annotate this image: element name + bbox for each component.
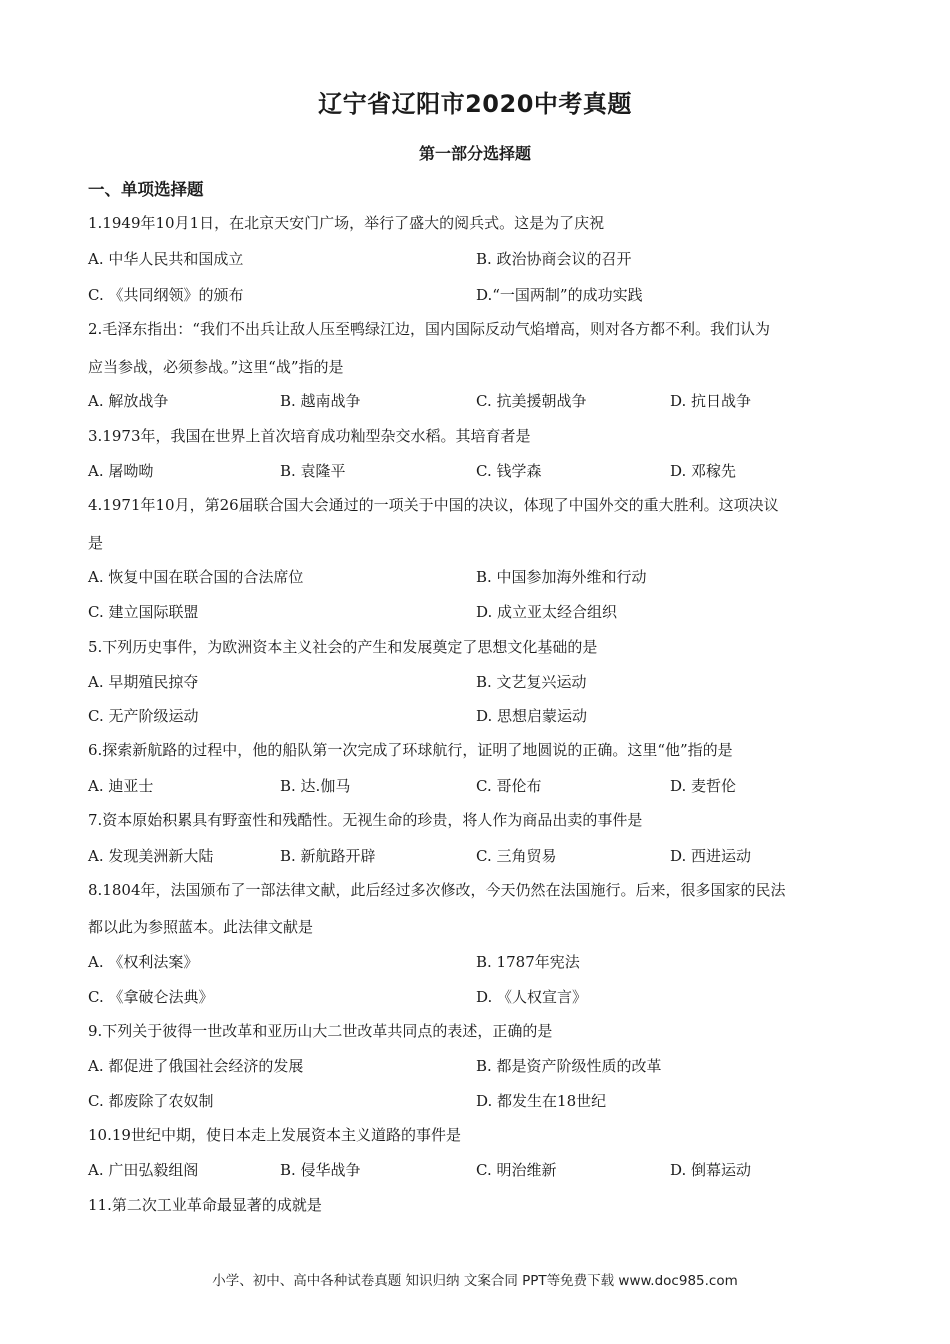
- option-b: B. 新航路开辟: [280, 847, 376, 865]
- option-d: D. 成立亚太经合组织: [476, 603, 618, 621]
- option-b: B. 文艺复兴运动: [476, 673, 587, 691]
- question-stem-continued: 应当参战，必须参战。”这里“战”指的是: [88, 358, 344, 376]
- option-a: A. 恢复中国在联合国的合法席位: [88, 568, 304, 586]
- option-b: B. 达.伽马: [280, 777, 351, 795]
- option-c: C. 建立国际联盟: [88, 603, 199, 621]
- question-stem: 7.资本原始积累具有野蛮性和残酷性。无视生命的珍贵，将人作为商品出卖的事件是: [88, 811, 643, 829]
- option-c: C. 三角贸易: [476, 847, 557, 865]
- page-title: 辽宁省辽阳市2020中考真题: [318, 90, 632, 118]
- question-stem-continued: 都以此为参照蓝本。此法律文献是: [88, 918, 314, 936]
- option-a: A. 广田弘毅组阁: [88, 1161, 199, 1179]
- question-stem: 10.19世纪中期，使日本走上发展资本主义道路的事件是: [88, 1126, 461, 1144]
- option-c: C. 《共同纲领》的颁布: [88, 286, 244, 304]
- option-b: B. 1787年宪法: [476, 953, 580, 971]
- option-b: B. 越南战争: [280, 392, 361, 410]
- option-d: D.“一国两制”的成功实践: [476, 286, 643, 304]
- option-d: D. 抗日战争: [670, 392, 752, 410]
- option-a: A. 屠呦呦: [88, 462, 154, 480]
- option-a: A. 解放战争: [88, 392, 169, 410]
- question-stem-continued: 是: [88, 534, 104, 552]
- option-b: B. 袁隆平: [280, 462, 346, 480]
- option-c: C. 钱学森: [476, 462, 542, 480]
- option-d: D. 都发生在18世纪: [476, 1092, 607, 1110]
- option-a: A. 发现美洲新大陆: [88, 847, 214, 865]
- section-heading: 一、单项选择题: [88, 180, 204, 199]
- option-d: D. 麦哲伦: [670, 777, 737, 795]
- option-d: D. 西进运动: [670, 847, 752, 865]
- option-c: C. 抗美援朝战争: [476, 392, 587, 410]
- question-stem: 5.下列历史事件，为欧洲资本主义社会的产生和发展奠定了思想文化基础的是: [88, 638, 598, 656]
- question-stem: 4.1971年10月，第26届联合国大会通过的一项关于中国的决议，体现了中国外交的重大胜利。这项决议: [88, 496, 779, 514]
- option-d: D. 思想启蒙运动: [476, 707, 588, 725]
- option-d: D. 《人权宣言》: [476, 988, 588, 1006]
- question-stem: 2.毛泽东指出：“我们不出兵让敌人压至鸭绿江边，国内国际反动气焰增高，则对各方都不利。我们认为: [88, 320, 770, 338]
- question-stem: 11.第二次工业革命最显著的成就是: [88, 1196, 322, 1214]
- option-c: C. 都废除了农奴制: [88, 1092, 214, 1110]
- option-d: D. 倒幕运动: [670, 1161, 752, 1179]
- option-c: C. 《拿破仑法典》: [88, 988, 214, 1006]
- question-stem: 6.探索新航路的过程中，他的船队第一次完成了环球航行，证明了地圆说的正确。这里“他”指的是: [88, 741, 733, 759]
- option-b: B. 侵华战争: [280, 1161, 361, 1179]
- page-footer: 小学、初中、高中各种试卷真题 知识归纳 文案合同 PPT等免费下载 www.doc985.com: [212, 1273, 738, 1289]
- option-b: B. 都是资产阶级性质的改革: [476, 1057, 662, 1075]
- question-stem: 8.1804年，法国颁布了一部法律文献，此后经过多次修改，今天仍然在法国施行。后来，很多国家的民法: [88, 881, 786, 899]
- option-a: A. 迪亚士: [88, 777, 154, 795]
- option-b: B. 中国参加海外维和行动: [476, 568, 647, 586]
- question-stem: 3.1973年，我国在世界上首次培育成功籼型杂交水稻。其培育者是: [88, 427, 531, 445]
- question-stem: 9.下列关于彼得一世改革和亚历山大二世改革共同点的表述，正确的是: [88, 1022, 553, 1040]
- option-c: C. 明治维新: [476, 1161, 557, 1179]
- option-c: C. 无产阶级运动: [88, 707, 199, 725]
- option-d: D. 邓稼先: [670, 462, 737, 480]
- option-b: B. 政治协商会议的召开: [476, 250, 632, 268]
- option-a: A. 早期殖民掠夺: [88, 673, 199, 691]
- option-a: A. 中华人民共和国成立: [88, 250, 244, 268]
- question-stem: 1.1949年10月1日，在北京天安门广场，举行了盛大的阅兵式。这是为了庆祝: [88, 214, 605, 232]
- part-subtitle: 第一部分选择题: [418, 144, 531, 163]
- option-a: A. 《权利法案》: [88, 953, 199, 971]
- option-a: A. 都促进了俄国社会经济的发展: [88, 1057, 304, 1075]
- option-c: C. 哥伦布: [476, 777, 542, 795]
